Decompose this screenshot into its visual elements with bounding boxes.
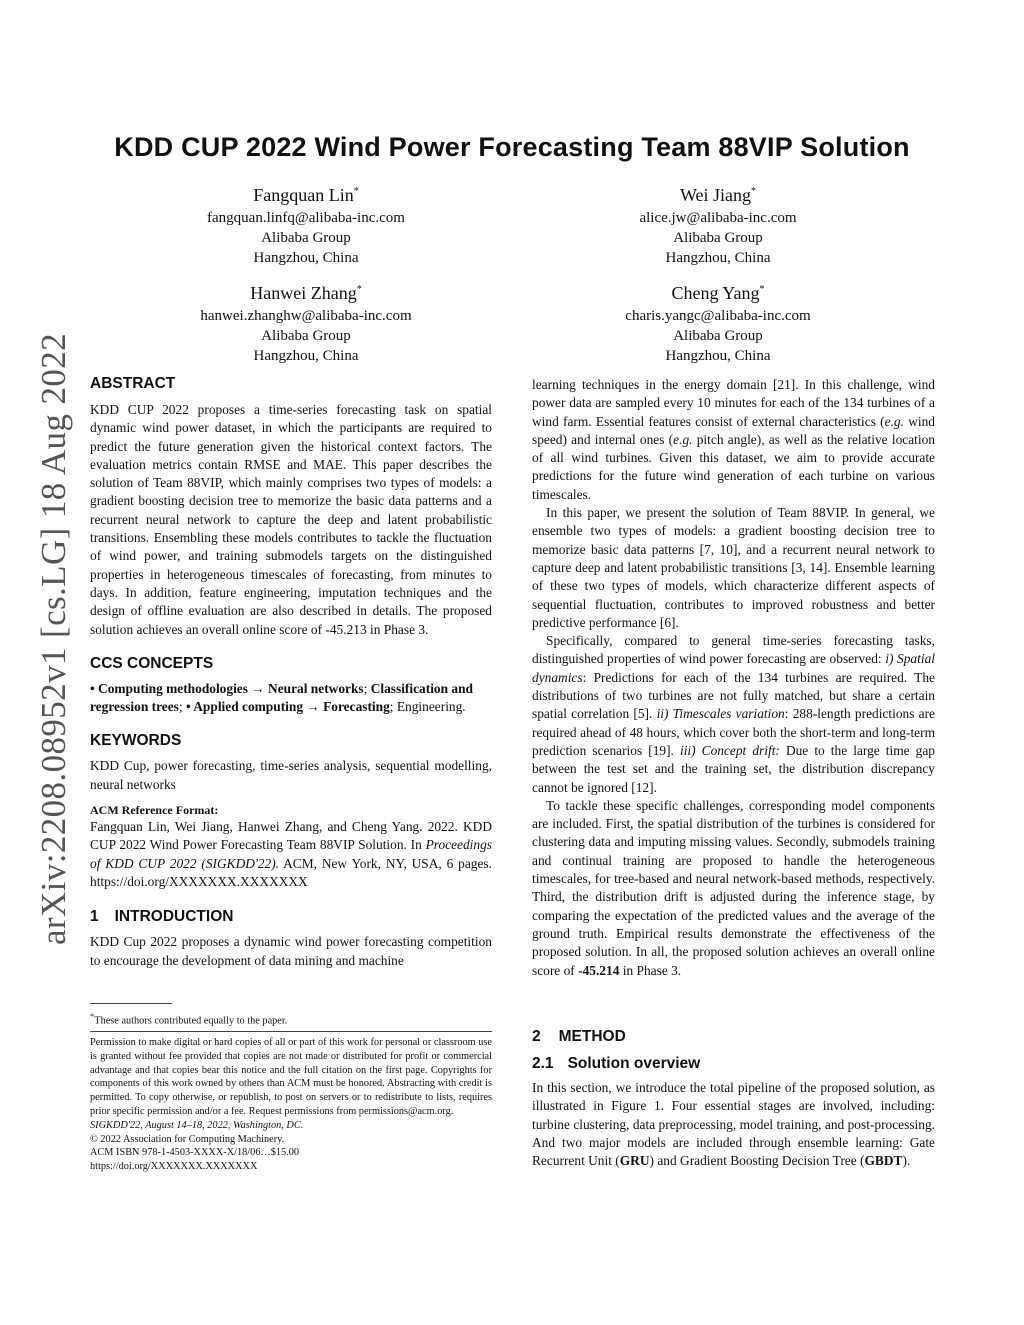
- ccs-concepts: • Computing methodologies → Neural networks; Classification and regression trees; • Applied computing → Forecasting; Engineering.: [90, 680, 474, 715]
- author-affiliation: Alibaba Group: [673, 230, 763, 246]
- permission-block: [90, 1036, 492, 1174]
- intro-paragraph-1-cont: learning techniques in the energy domain [21]. In this challenge, wind power data are sampled every 10 minutes for each of the 134 turbines of a wind farm. Essential features consist of external characteristics (e.g. wind speed) and internal ones (e.g. pitch angle), as well as the relative location of all wind turbines. Given this dataset, we aim to provide accurate predictions for the future wind generation of each turbine on various timescales.: [532, 377, 935, 502]
- doi-link[interactable]: https://doi.org/XXXXXXX.XXXXXXX: [90, 1161, 258, 1173]
- author-block: Fangquan Lin* fangquan.linfq@alibaba-inc.com Alibaba Group Hangzhou, China: [136, 180, 476, 268]
- permission-text: Permission to make digital or hard copies of all or part of this work for personal or classroom use is granted without fee provided that copies are not made or distributed for profit or commercial advantage and that copies bear this notice and the full citation on the first page. Copyrights for components of this work owned by others than ACM must be honored. Abstracting with credit is permitted. To copy otherwise, or republish, to post on servers or to redistribute to lists, requires prior specific permission and/or a fee. Request permissions from permissions@acm.org.: [90, 1037, 492, 1117]
- acm-reference-text: Fangquan Lin, Wei Jiang, Hanwei Zhang, and Cheng Yang. 2022. KDD CUP 2022 Wind Power Forecasting Team 88VIP Solution. In Proceedings of KDD CUP 2022 (SIGKDD'22). ACM, New York, NY, USA, 6 pages. https://doi.org/XXXXXXX.XXXXXXX: [90, 819, 492, 889]
- author-affiliation: Alibaba Group: [261, 230, 351, 246]
- intro-paragraph-1-start: KDD Cup 2022 proposes a dynamic wind power forecasting competition to encourage the development of data mining and machine: [90, 934, 492, 968]
- arxiv-identifier: arXiv:2208.08952v1 [cs.LG] 18 Aug 2022: [34, 332, 73, 945]
- method-paragraph-1: In this section, we introduce the total pipeline of the proposed solution, as illustrated in Figure 1. Four essential stages are involved, including: turbine clustering, data preprocessing, model training, and post-processing. And two major models are included through ensemble learning: Gate Recurrent Unit (GRU) and Gradient Boosting Decision Tree (GBDT).: [532, 1080, 935, 1169]
- footnote-equal-contribution: *These authors contributed equally to the paper.: [90, 1011, 288, 1027]
- paper-title: KDD CUP 2022 Wind Power Forecasting Team 88VIP Solution: [114, 132, 910, 162]
- conference-info: SIGKDD'22, August 14–18, 2022, Washington, DC.: [90, 1119, 304, 1131]
- author-email: fangquan.linfq@alibaba-inc.com: [207, 210, 405, 226]
- footnote-rule: [90, 1003, 172, 1004]
- author-block: Wei Jiang* alice.jw@alibaba-inc.com Alibaba Group Hangzhou, China: [548, 180, 888, 268]
- acm-reference-heading: ACM Reference Format:: [90, 803, 219, 818]
- solution-overview-heading: 2.1 Solution overview: [532, 1055, 701, 1072]
- keywords-heading: KEYWORDS: [90, 732, 182, 750]
- author-location: Hangzhou, China: [253, 348, 359, 364]
- author-name: Wei Jiang: [679, 185, 752, 205]
- method-section: [532, 1027, 935, 1170]
- intro-paragraph-4: To tackle these specific challenges, corresponding model components are included. First, the spatial distribution of the turbines is considered for clustering data and imputing missing values. Secondly, submodels training and continual training are proposed to handle the heterogeneous timescales, for tree-based and neural network-based methods, respectively. Third, the distribution drift is adjusted during the inference stage, by comparing the expectation of the predicted values and the average of the ground truth. Empirical results demonstrate the effectiveness of the proposed solution. In all, the proposed solution achieves an overall online score of -45.214 in Phase 3.: [532, 797, 935, 978]
- intro-paragraph-2: In this paper, we present the solution of Team 88VIP. In general, we ensemble two types of models: a gradient boosting decision tree to memorize basic data patterns [7, 10], and a recurrent neural network to capture deep and latent probabilistic transitions [3, 14]. Ensemble learning of these two types of models, which characterize different aspects of sequential fluctuation, contributes to improved robustness and better predictive performance [6].: [532, 505, 935, 630]
- author-name: Hanwei Zhang: [250, 283, 357, 303]
- author-location: Hangzhou, China: [665, 348, 771, 364]
- intro-paragraph-3: Specifically, compared to general time-series forecasting tasks, distinguished properties of wind power forecasting are observed: i) Spatial dynamics: Predictions for each of the 134 turbines are required. The distributions of two turbines are not fully matched, but share a certain spatial correlation [5]. ii) Timescales variation: 288-length predictions are required ahead of 48 hours, which cover both the short-term and long-term prediction scenarios [19]. iii) Concept drift: Due to the large time gap between the test set and the training set, the distribution discrepancy cannot be ignored [12].: [532, 633, 936, 795]
- author-block: Cheng Yang* charis.yangc@alibaba-inc.com Alibaba Group Hangzhou, China: [548, 278, 888, 366]
- keywords-text: KDD Cup, power forecasting, time-series analysis, sequential modelling, neural networks: [90, 758, 492, 792]
- author-location: Hangzhou, China: [665, 250, 771, 266]
- abstract-heading: ABSTRACT: [90, 375, 176, 392]
- permission-rule: [90, 1031, 492, 1032]
- author-location: Hangzhou, China: [253, 250, 359, 266]
- right-column: [532, 376, 935, 980]
- author-email: charis.yangc@alibaba-inc.com: [625, 308, 811, 324]
- author-affiliation: Alibaba Group: [673, 328, 763, 344]
- author-email: alice.jw@alibaba-inc.com: [639, 210, 797, 226]
- author-affiliation: Alibaba Group: [261, 328, 351, 344]
- author-block: Hanwei Zhang* hanwei.zhanghw@alibaba-inc.com Alibaba Group Hangzhou, China: [136, 278, 476, 366]
- author-email: hanwei.zhanghw@alibaba-inc.com: [200, 308, 412, 324]
- copyright-text: © 2022 Association for Computing Machinery.: [90, 1133, 285, 1145]
- abstract-text: KDD CUP 2022 proposes a time-series forecasting task on spatial dynamic wind power dataset, in which the participants are required to predict the future generation given the historical context factors. The evaluation metrics contain RMSE and MAE. This paper describes the solution of Team 88VIP, which mainly comprises two types of models: a gradient boosting decision tree to memorize the basic data patterns and a recurrent neural network to capture the deep and latent probabilistic transitions. Ensembling these models contributes to tackle the fluctuation of wind power, and training submodels targets on the distinguished properties in heterogeneous timescales of forecasting, from minutes to days. In addition, feature engineering, imputation techniques and the design of offline evaluation are also described in details. The proposed solution achieves an overall online score of -45.213 in Phase 3.: [90, 402, 492, 637]
- left-column: [90, 374, 492, 970]
- method-heading: 2 METHOD: [532, 1028, 626, 1045]
- isbn-text: ACM ISBN 978-1-4503-XXXX-X/18/06…$15.00: [90, 1147, 300, 1159]
- ccs-heading: CCS CONCEPTS: [90, 654, 214, 672]
- introduction-heading: 1 INTRODUCTION: [90, 908, 234, 926]
- author-name: Cheng Yang: [671, 283, 760, 303]
- author-name: Fangquan Lin: [253, 185, 354, 205]
